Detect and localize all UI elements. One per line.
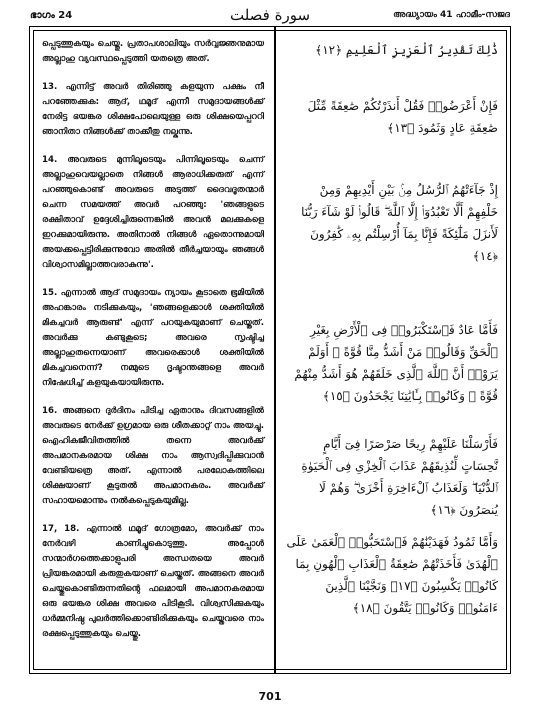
arabic-verse: إِذْ جَآءَتْهُمُ ٱلرُّسُلُ مِنۢ بَيْنِ أَيْدِيهِمْ وَمِنْ خَلْفِهِمْ أَلَّا تَعْبُدُوٓا۟ إِلَّا ٱللَّهَ ۖ قَالُوا۟ لَوْ شَآءَ رَبُّنَا لَأَنزَلَ مَلَٰٓئِكَةً فَإِنَّا بِمَآ أُرْسِلْتُم بِهِۦ كَٰفِرُونَ ﴿١٤﴾: [301, 183, 498, 263]
arabic-verse: فَأَرْسَلْنَا عَلَيْهِمْ رِيحًا صَرْصَرًا فِىٓ أَيَّامٍ نَّحِسَاتٍ لِّنُذِيقَهُمْ عَذَابَ ٱلْخِزْىِ فِى ٱلْحَيَوٰةِ ٱلدُّنْيَا ۖ وَلَعَذَابُ ٱلْءَاخِرَةِ أَخْزَىٰ ۖ وَهُمْ لَا يُنصَرُونَ ﴿١٦﴾: [301, 437, 498, 517]
translation-paragraph: 17, 18. എന്നാൽ ഥമൂദ് ഗോത്രമോ, അവർക്ക് നാം നേർവഴി കാണിച്ചുകൊടുത്തു. അപ്പോൾ സന്മാർഗത്തെക്കാളുപരി അന്ധതയെ അവർ പ്രിയങ്കരമായി കരുതുകയാണ് ചെയ്തത്. അങ്ങനെ അവർ ചെയ്തുകൊണ്ടിരുന്നതിന്റെ ഫലമായി അപമാനകരമായ ഒരു ഭയങ്കര ശിക്ഷ അവരെ പിടികൂടി. വിശ്വസിക്കുകയും ധർമ്മനിഷ്ഠ പുലർത്തിക്കൊണ്ടിരിക്കുകയും ചെയ്തവരെ നാം രക്ഷപ്പെടുത്തുകയും ചെയ്തു.: [42, 524, 264, 639]
page-number: 701: [258, 690, 282, 703]
page-header: [30, 6, 510, 28]
part-label: ഭാഗം 24: [30, 10, 73, 21]
column-divider: [274, 27, 276, 673]
surah-title: سورة فصلت: [229, 6, 311, 24]
chapter-label: അദ്ധ്യായം 41 ഹാമീം-സജദ: [393, 10, 510, 20]
arabic-verse: فَأَمَّا عَادٌ فَٱسْتَكْبَرُوا۟ فِى ٱلْأَرْضِ بِغَيْرِ ٱلْحَقِّ وَقَالُوا۟ مَنْ أَشَدُّ مِنَّا قُوَّةً ۖ أَوَلَمْ يَرَوْا۟ أَنَّ ٱللَّهَ ٱلَّذِى خَلَقَهُمْ هُوَ أَشَدُّ مِنْهُمْ قُوَّةً ۖ وَكَانُوا۟ بِـَٔايَٰتِنَا يَجْحَدُونَ ﴿١٥﴾: [294, 323, 498, 403]
translation-paragraph: 13. എന്നിട്ട് അവർ തിരിഞ്ഞു കളയുന്ന പക്ഷം നീ പറഞ്ഞേക്കുക: ആദ്, ഥമൂദ് എന്നീ സമുദായങ്ങൾക്ക് നേരിട്ട ഭയങ്കര ശിക്ഷപോലെയുള്ള ഒരു ശിക്ഷയെപ്പററി ഞാനിതാ നിങ്ങൾക്ക് താക്കീതു നല്കുന്നു.: [42, 82, 264, 137]
translation-column: [42, 37, 264, 655]
translation-paragraph: 15. എന്നാൽ ആദ് സമുദായം ന്യായം കൂടാതെ ഭൂമിയിൽ അഹങ്കാരം നടിക്കുകയും, 'ഞങ്ങളെക്കാൾ ശക്തിയിൽ മികച്ചവർ ആരുണ്ട്' എന്ന് പറയുകയുമാണ് ചെയ്തത്. അവർക്കു കണ്ടുകൂടെ; അവരെ സൃഷ്ടിച്ച അല്ലാഹുതന്നെയാണ് അവരെക്കാൾ ശക്തിയിൽ മികച്ചവനെന്ന്? നമ്മുടെ ദൃഷ്ടാന്തങ്ങളെ അവർ നിഷേധിച്ച് കളയുകയായിരുന്നു.: [42, 288, 264, 388]
page-frame: [29, 26, 511, 674]
arabic-verse: ذَٰلِكَ تَقْدِيرُ ٱلْعَزِيزِ ٱلْعَلِيمِ ﴿١٢﴾: [315, 43, 498, 57]
translation-paragraph: പ്പെടുത്തുകയും ചെയ്തു. പ്രതാപശാലിയും സർവ്വജ്ഞനുമായ അല്ലാഹു വ്യവസ്ഥപ്പെടുത്തി യതത്രെ അത്.: [42, 39, 264, 64]
arabic-verse: فَإِنْ أَعْرَضُوا۟ فَقُلْ أَنذَرْتُكُمْ صَٰعِقَةً مِّثْلَ صَٰعِقَةِ عَادٍ وَثَمُودَ ﴿١٣﴾: [307, 99, 498, 135]
translation-paragraph: 16. അങ്ങനെ ദുർദിനം പിടിച്ച ഏതാനും ദിവസങ്ങളിൽ അവരുടെ നേർക്ക് ഉഗ്രമായ ഒരു ശീതക്കാറ്റ് നാം അയച്ചു. ഐഹികജീവിതത്തിൽ തന്നെ അവർക്ക് അപമാനകരമായ ശിക്ഷ നാം ആസ്വദിപ്പിക്കുവാൻ വേണ്ടിയത്രെ അത്. എന്നാൽ പരലോകത്തിലെ ശിക്ഷയാണ് കൂടുതൽ അപമാനകരം. അവർക്ക് സഹായമൊന്നും നൽകപ്പെടുകയുമില്ല.: [42, 406, 264, 506]
arabic-verse: وَأَمَّا ثَمُودُ فَهَدَيْنَٰهُمْ فَٱسْتَحَبُّوا۟ ٱلْعَمَىٰ عَلَى ٱلْهُدَىٰ فَأَخَذَتْهُمْ صَٰعِقَةُ ٱلْعَذَابِ ٱلْهُونِ بِمَا كَانُوا۟ يَكْسِبُونَ ﴿١٧﴾ وَنَجَّيْنَا ٱلَّذِينَ ءَامَنُوا۟ وَكَانُوا۟ يَتَّقُونَ ﴿١٨﴾: [286, 535, 498, 615]
translation-paragraph: 14. അവരുടെ മുന്നിലൂടെയും പിന്നിലൂടെയും ചെന്ന് അല്ലാഹുവെയല്ലാതെ നിങ്ങൾ ആരാധിക്കരുത് എന്ന് പറഞ്ഞുകൊണ്ട് അവരുടെ അടുത്ത് ദൈവദൂതന്മാർ ചെന്ന സമയത്ത് അവർ പറഞ്ഞു: 'ഞങ്ങളുടെ രക്ഷിതാവ് ഉദ്ദേശിച്ചിരുന്നെങ്കിൽ അവൻ മലക്കുകളെ ഇറക്കുമായിരുന്നു. അതിനാൽ നിങ്ങൾ ഏതൊന്നുമായി അയക്കപ്പെട്ടിരിക്കുന്നുവോ അതിൽ തീർച്ചയായും ഞങ്ങൾ വിശ്വാസമില്ലാത്തവരാകുന്നു'.: [42, 155, 264, 270]
